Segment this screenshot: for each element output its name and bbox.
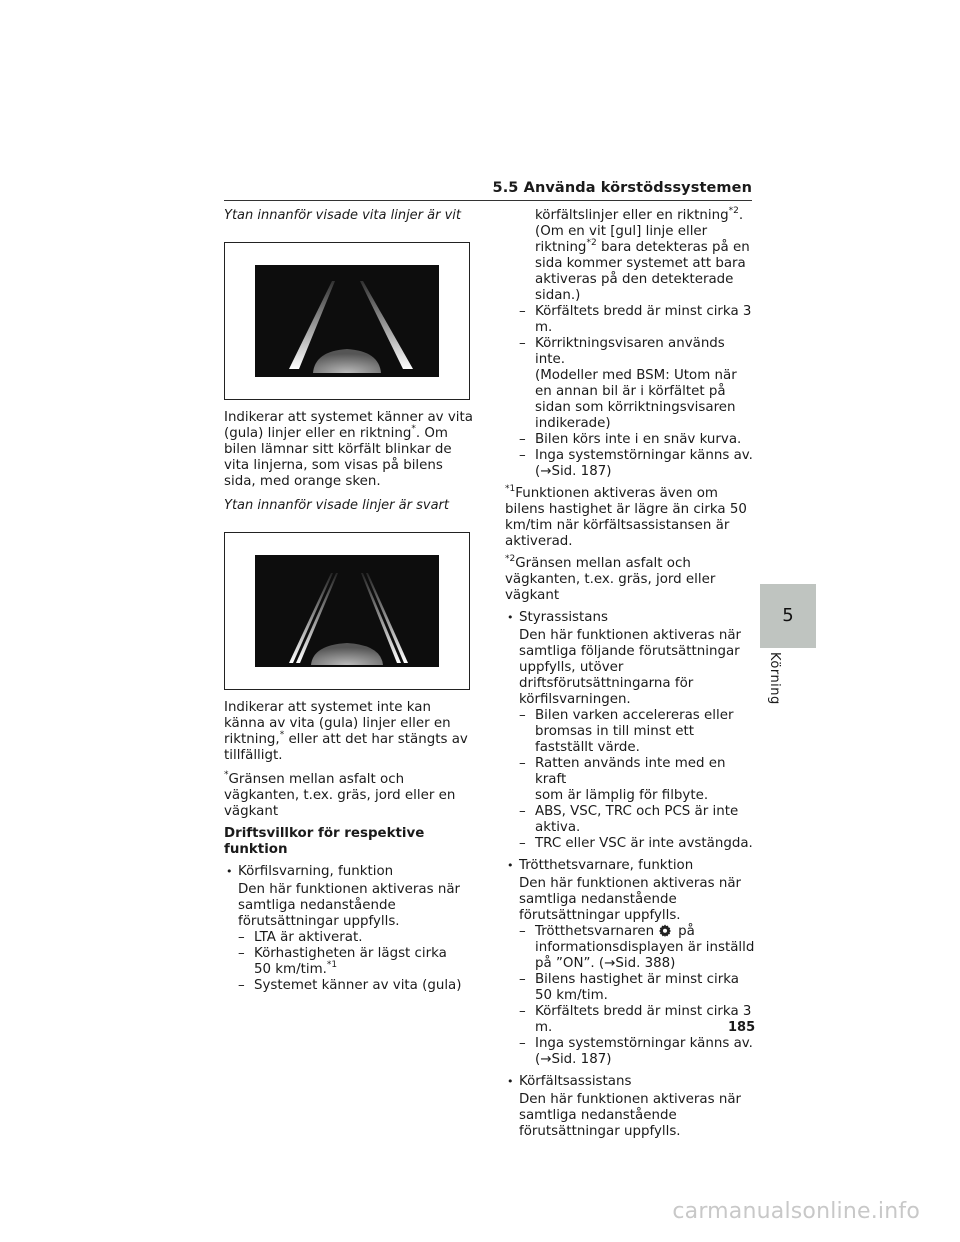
conditions-heading: Driftsvillkor för respektive funktion [224, 826, 425, 857]
list-item: – Inga systemstörningar känns av. [519, 1036, 753, 1051]
list-item: – Ratten används inte med en kraft [519, 756, 726, 787]
text-detected-description: Indikerar att systemet känner av vita (gula) linjer eller en riktning*. Om bilen lämnar sitt körfält blinkar de vita linjerna, som visas på bilens sida, med orange sken. [224, 410, 473, 489]
left-column [224, 206, 474, 994]
list-item: – LTA är aktiverat. [238, 930, 363, 945]
page-reference-link[interactable]: (→Sid. 187) [535, 464, 612, 479]
watermark: carmanualsonline.info [672, 1199, 920, 1224]
display-screen [255, 555, 439, 667]
list-item: – Bilens hastighet är minst cirka [519, 972, 739, 987]
figure-caption-black: Ytan innanför visade linjer är svart [224, 498, 449, 513]
bullet-lane-departure: • Körfilsvarning, funktion [224, 864, 474, 880]
footnote-2: $^{*2}$Gränsen mellan asfalt och vägkanten, t.ex. gräs, jord eller vägkant [505, 553, 716, 603]
list-item-continuation: som är lämplig för filbyte. [535, 788, 709, 803]
figure-caption-white: Ytan innanför visade vita linjer är vit [224, 208, 462, 223]
page-reference-link[interactable]: (→Sid. 187) [535, 1052, 612, 1067]
list-item-continuation: 50 km/tim.$^{*1}$ [254, 959, 338, 977]
list-item: – Körhastigheten är lägst cirka [238, 946, 447, 961]
figure-lanes-detected [224, 242, 470, 400]
list-item: – Körfältets bredd är minst cirka 3 m. [519, 304, 752, 335]
bullet-lane-assist: • Körfältsassistans [505, 1074, 755, 1090]
list-item: – TRC eller VSC är inte avstängda. [519, 836, 753, 851]
bullet-fatigue-warning: • Trötthetsvarnare, funktion [505, 858, 755, 874]
bullet-lane-departure-intro: Den här funktionen aktiveras när samtliga nedanstående förutsättningar uppfylls. [238, 882, 461, 929]
list-item-continuation: bromsas in till minst ett fastställt värde. [535, 724, 694, 755]
footnote-1: $^{*1}$Funktionen aktiveras även om bilens hastighet är lägre än cirka 50 km/tim när körfältsassistansen är aktiverad. [505, 483, 747, 549]
list-item-continuation: informationsdisplayen är inställd på ”ON”. (→Sid. 388) [535, 940, 755, 971]
list-item: – Körfältets bredd är minst cirka 3 m. [519, 1004, 752, 1035]
list-item-continuation: 50 km/tim. [535, 988, 608, 1003]
bullet-steering-assist-intro: Den här funktionen aktiveras när samtliga följande förutsättningar uppfylls, utöver driftsförutsättningarna för körfilsvarningen. [519, 628, 742, 707]
section-title: 5.5 Använda körstödssystemen [492, 180, 752, 196]
list-item-continuation: (Modeller med BSM: Utom när en annan bil är i körfältet på sidan som körriktningsvisaren indikerade) [535, 368, 737, 431]
chapter-tab[interactable]: 5 [760, 584, 816, 648]
list-item: – Inga systemstörningar känns av. [519, 448, 753, 463]
list-item: – Körriktningsvisaren används inte. [519, 336, 725, 367]
display-screen [255, 265, 439, 377]
bullet-lane-assist-intro: Den här funktionen aktiveras när samtliga nedanstående förutsättningar uppfylls. [519, 1092, 742, 1139]
list-item: – Systemet känner av vita (gula) [238, 978, 462, 993]
gear-icon [658, 924, 672, 937]
page-number: 185 [728, 1020, 756, 1035]
bullet-steering-assist: • Styrassistans [505, 610, 755, 626]
list-item-continuation: körfältslinjer eller en riktning$^{*2}$. [535, 205, 744, 223]
right-column [505, 205, 755, 1140]
list-item: – ABS, VSC, TRC och PCS är inte [519, 804, 739, 819]
list-item-continuation: (Om en vit [gul] linje eller riktning$^{*2}$ bara detekteras på en sida kommer systemet att bara aktiveras på den detekterade sidan.) [535, 224, 750, 303]
chapter-label: Körning [767, 652, 782, 705]
figure-lanes-not-detected [224, 532, 470, 690]
lane-lines-black-illustration [255, 555, 439, 667]
list-item: – Bilen körs inte i en snäv kurva. [519, 432, 742, 447]
text-not-detected-description: Indikerar att systemet inte kan känna av vita (gula) linjer eller en riktning,* eller att det har stängts av tillfälligt. [224, 700, 468, 763]
title-divider [224, 200, 752, 201]
list-item: – Trötthetsvarnaren på [519, 924, 695, 939]
footnote-asterisk: *Gränsen mellan asfalt och vägkanten, t.ex. gräs, jord eller en vägkant [224, 769, 456, 819]
list-item: – Bilen varken accelereras eller [519, 708, 734, 723]
lane-lines-white-illustration [255, 265, 439, 377]
list-item-continuation: aktiva. [535, 820, 581, 835]
bullet-fatigue-warning-intro: Den här funktionen aktiveras när samtliga nedanstående förutsättningar uppfylls. [519, 876, 742, 923]
